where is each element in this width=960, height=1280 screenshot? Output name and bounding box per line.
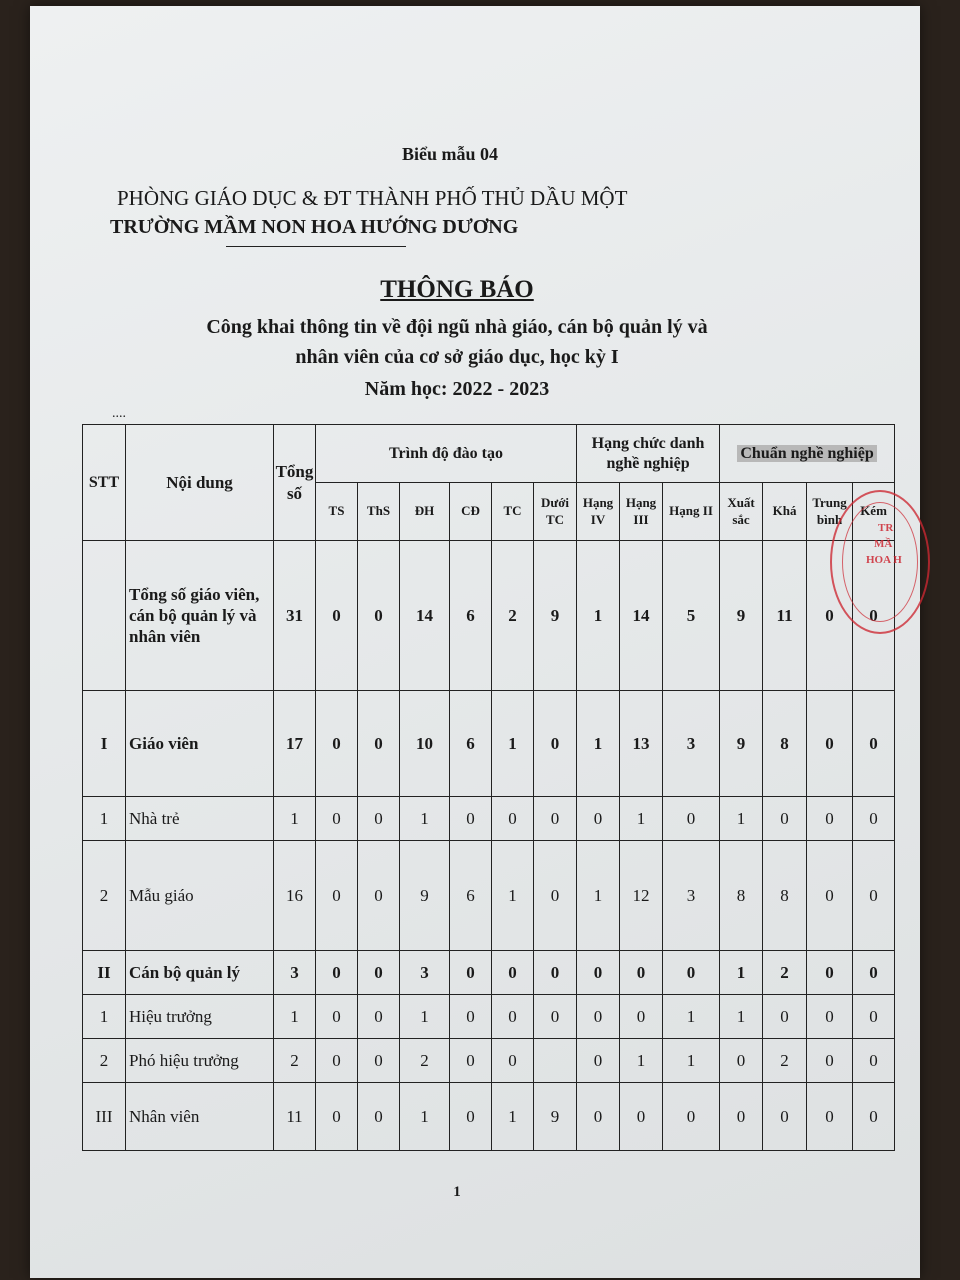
row-stt: II [83,951,126,995]
subheader-cell: ThS [358,483,400,541]
notice-subtitle-line1: Công khai thông tin về đội ngũ nhà giáo, cán bộ quản lý và [206,316,708,338]
row-stt: 1 [83,995,126,1039]
row-cell: 0 [853,841,895,951]
subheader-cell: TC [492,483,534,541]
row-cell: 11 [763,541,807,691]
row-cell: 1 [620,797,663,841]
stamp-text: MẦ [874,538,893,550]
row-cell: 6 [450,691,492,797]
row-label: Hiệu trưởng [126,995,274,1039]
row-total: 31 [274,541,316,691]
row-cell: 0 [358,995,400,1039]
row-stt: 1 [83,797,126,841]
row-cell [534,1039,577,1083]
row-total: 3 [274,951,316,995]
row-cell: 14 [400,541,450,691]
row-cell: 0 [853,951,895,995]
row-stt: I [83,691,126,797]
table-row [83,1039,895,1083]
table-row [83,841,895,951]
row-cell: 10 [400,691,450,797]
row-cell: 0 [663,951,720,995]
header-professional-standard [720,425,895,483]
row-cell: 8 [763,691,807,797]
row-cell: 2 [763,951,807,995]
row-cell: 1 [577,541,620,691]
row-cell: 0 [492,995,534,1039]
row-cell: 0 [358,541,400,691]
row-total: 17 [274,691,316,797]
subheader-cell: Hạng IV [577,483,620,541]
row-label: Tổng số giáo viên, cán bộ quản lý và nhân viên [126,541,274,691]
subheader-cell: ĐH [400,483,450,541]
row-stt: 2 [83,1039,126,1083]
table-body [83,541,895,1151]
row-stt: III [83,1083,126,1151]
row-total: 1 [274,995,316,1039]
row-cell: 0 [807,1083,853,1151]
row-cell: 0 [358,1039,400,1083]
row-total: 16 [274,841,316,951]
row-cell: 0 [577,1039,620,1083]
row-cell: 0 [720,1083,763,1151]
subheader-cell: Xuất sắc [720,483,763,541]
row-cell: 0 [316,995,358,1039]
row-cell: 0 [720,1039,763,1083]
row-cell: 2 [400,1039,450,1083]
row-cell: 0 [620,1083,663,1151]
row-cell: 0 [358,797,400,841]
subheader-cell: CĐ [450,483,492,541]
row-cell: 3 [663,841,720,951]
row-cell: 1 [400,797,450,841]
row-cell: 0 [577,797,620,841]
row-cell: 0 [534,841,577,951]
form-label: Biểu mẫu 04 [402,144,499,164]
row-label: Nhà trẻ [126,797,274,841]
row-cell: 0 [620,951,663,995]
row-cell: 0 [316,951,358,995]
row-cell: 0 [316,541,358,691]
row-cell: 0 [577,951,620,995]
row-cell: 0 [492,797,534,841]
row-cell: 0 [807,995,853,1039]
row-cell: 0 [450,995,492,1039]
school-stamp [830,490,930,634]
row-cell: 0 [492,1039,534,1083]
row-cell: 2 [763,1039,807,1083]
row-cell: 0 [358,951,400,995]
row-cell: 1 [492,1083,534,1151]
row-cell: 0 [807,1039,853,1083]
table-row [83,797,895,841]
row-cell: 1 [663,995,720,1039]
row-cell: 0 [853,797,895,841]
header-professional-rank: Hạng chức danh nghề nghiệp [577,425,720,483]
row-cell: 0 [358,1083,400,1151]
row-cell: 9 [400,841,450,951]
row-cell: 1 [492,841,534,951]
row-cell: 0 [492,951,534,995]
row-cell: 8 [720,841,763,951]
row-cell: 1 [663,1039,720,1083]
row-cell: 0 [807,797,853,841]
table-row [83,1083,895,1151]
row-cell: 1 [400,995,450,1039]
header-stt: STT [83,425,126,541]
notice-title: THÔNG BÁO [380,276,534,303]
row-cell: 6 [450,841,492,951]
header-total: Tổng số [274,425,316,541]
table-row [83,951,895,995]
subheader-cell: Dưới TC [534,483,577,541]
row-cell: 3 [400,951,450,995]
row-cell: 0 [853,691,895,797]
row-cell: 9 [534,541,577,691]
row-cell: 0 [577,1083,620,1151]
subheader-cell: Kém [853,483,895,541]
row-cell: 1 [720,797,763,841]
row-cell: 0 [534,797,577,841]
row-cell: 12 [620,841,663,951]
row-cell: 9 [720,691,763,797]
row-cell: 0 [663,797,720,841]
row-cell: 9 [720,541,763,691]
row-cell: 0 [807,541,853,691]
dots: .... [112,406,126,421]
row-stt: 2 [83,841,126,951]
page-number: 1 [453,1184,461,1200]
subheader-cell: Hạng II [663,483,720,541]
stamp-text: TR [878,522,894,534]
row-cell: 8 [763,841,807,951]
row-cell: 13 [620,691,663,797]
row-cell: 3 [663,691,720,797]
table-row [83,691,895,797]
row-cell: 14 [620,541,663,691]
department-name: PHÒNG GIÁO DỤC & ĐT THÀNH PHỐ THỦ DẦU MỘT [117,186,628,210]
row-cell: 0 [853,1039,895,1083]
row-cell: 0 [450,797,492,841]
row-label: Nhân viên [126,1083,274,1151]
header-standard-label: Chuẩn nghề nghiệp [737,445,876,462]
row-cell: 0 [807,841,853,951]
school-underline [226,246,406,247]
row-cell: 1 [492,691,534,797]
row-cell: 1 [577,841,620,951]
row-total: 2 [274,1039,316,1083]
row-cell: 0 [534,691,577,797]
table-row [83,541,895,691]
row-cell: 2 [492,541,534,691]
subheader-cell: Trung bình [807,483,853,541]
row-cell: 0 [663,1083,720,1151]
row-cell: 6 [450,541,492,691]
row-label: Giáo viên [126,691,274,797]
row-cell: 0 [620,995,663,1039]
row-cell: 1 [577,691,620,797]
row-cell: 0 [358,841,400,951]
row-cell: 0 [577,995,620,1039]
row-cell: 0 [316,691,358,797]
row-cell: 0 [853,541,895,691]
row-cell: 0 [763,797,807,841]
header-training-level: Trình độ đào tạo [316,425,577,483]
row-stt [83,541,126,691]
row-cell: 0 [853,1083,895,1151]
row-label: Phó hiệu trưởng [126,1039,274,1083]
row-cell: 5 [663,541,720,691]
row-cell: 0 [316,1039,358,1083]
row-label: Cán bộ quản lý [126,951,274,995]
row-cell: 0 [450,1039,492,1083]
row-cell: 1 [720,995,763,1039]
row-total: 11 [274,1083,316,1151]
row-cell: 0 [316,797,358,841]
stamp-text: HOA H [866,554,902,566]
row-cell: 0 [316,841,358,951]
subheader-cell: Hạng III [620,483,663,541]
row-cell: 0 [853,995,895,1039]
row-cell: 0 [450,1083,492,1151]
paper-sheet [30,6,920,1278]
row-cell: 0 [763,1083,807,1151]
school-year: Năm học: 2022 - 2023 [364,378,550,400]
row-cell: 1 [400,1083,450,1151]
row-cell: 1 [620,1039,663,1083]
row-cell: 0 [450,951,492,995]
row-label: Mẫu giáo [126,841,274,951]
row-cell: 0 [534,951,577,995]
row-cell: 0 [316,1083,358,1151]
row-cell: 0 [358,691,400,797]
school-name: TRƯỜNG MẦM NON HOA HƯỚNG DƯƠNG [110,216,519,238]
row-cell: 1 [720,951,763,995]
row-total: 1 [274,797,316,841]
row-cell: 0 [534,995,577,1039]
row-cell: 9 [534,1083,577,1151]
row-cell: 0 [807,691,853,797]
table-row [83,995,895,1039]
row-cell: 0 [807,951,853,995]
header-content: Nội dung [126,425,274,541]
subheader-cell: Khá [763,483,807,541]
row-cell: 0 [763,995,807,1039]
notice-subtitle-line2: nhân viên của cơ sở giáo dục, học kỳ I [295,346,619,368]
staff-table [82,424,895,1151]
subheader-cell: TS [316,483,358,541]
